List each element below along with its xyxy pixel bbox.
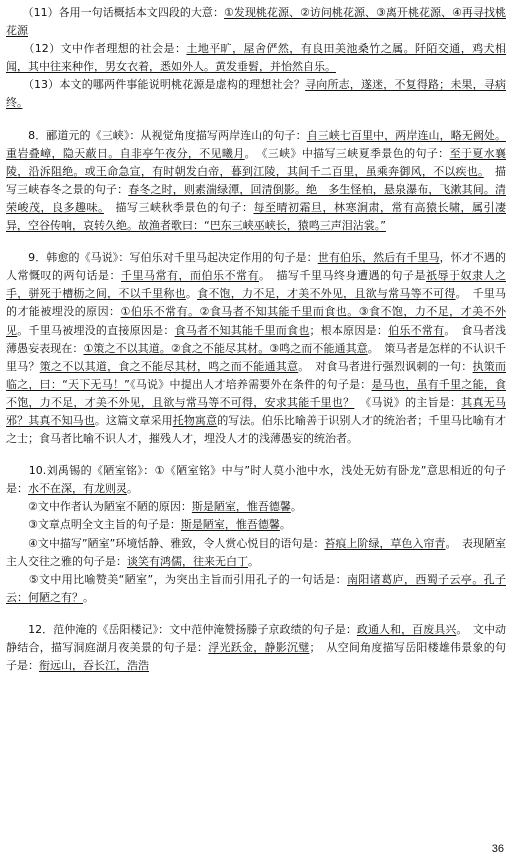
- paragraph: [6, 516, 506, 534]
- answer-text: 托物寓意: [172, 413, 218, 427]
- question-text: ⑤文中用比喻赞美“陋室”，为突出主旨而引用孔子的一句话是：: [6, 572, 348, 586]
- question-text: 的写法。伯乐比喻善于识别人才的统治者；千里马比喻有才之士；食马者比喻不识人才，摧残人才，埋没人才的浅薄愚妄的统治者。: [6, 413, 507, 446]
- answer-text: 谈笑有鸿儒，往来无白丁: [127, 554, 248, 568]
- page-number: 36: [491, 843, 504, 855]
- paragraph: [6, 40, 506, 76]
- question-text: 描写三峡春冬之景的句子：: [6, 164, 507, 196]
- question-text: 。: [248, 554, 259, 568]
- document-body: [6, 4, 506, 675]
- answer-text: 浮光跃金，静影沉璧: [208, 641, 310, 654]
- answer-text: 土地平旷，屋舍俨然，有良田美池桑竹之属。阡陌交通，鸡犬相闻，其中往来种作，男女衣着，悉如外人。黄发垂髫，并怡然自乐。: [6, 42, 507, 74]
- question-text: （11）各用一句话概括本文四段的大意：: [6, 6, 224, 19]
- question-text: 8．郦道元的《三峡》：从视觉角度描写两岸连山的句子：: [6, 128, 307, 142]
- answer-text: 祇辱于奴隶人之手，骈死于槽枥之间，不以千里称也: [6, 269, 506, 301]
- answer-text: 春冬之时，则素湍绿潭，回清倒影。绝 多生怪柏，悬泉瀑布，飞漱其间。清荣峻茂，良多趣味。: [6, 182, 506, 214]
- question-text: [23, 96, 34, 109]
- answer-text: 寻向所志，遂迷，不复得路；未果，寻病终。: [6, 78, 507, 110]
- answer-text: ①策之不以其道。②食之不能尽其材。③鸣之而不能通其意: [83, 341, 368, 355]
- question-text: ③文章点明全文主旨的句子是：: [6, 518, 181, 532]
- answer-text: 衔远山，吞长江，浩浩: [39, 659, 149, 673]
- section-gap: [6, 235, 506, 249]
- question-text: 。: [127, 482, 138, 496]
- paragraph: [6, 462, 506, 498]
- answer-text: 自三峡七百里中，两岸连山，略无阙处。重岩叠嶂，隐天蔽日。自非亭午夜分，不见曦月: [6, 128, 507, 160]
- paragraph: [6, 76, 506, 112]
- answer-text: 千里马常有，而伯乐不常有: [121, 269, 259, 283]
- question-text: ④文中描写”陋室”环境恬静、雅致，令人赏心悦目的语句是：: [6, 536, 325, 550]
- answer-text: 其真无马邪？其真不知马也: [6, 395, 507, 427]
- question-text: 。: [279, 518, 291, 532]
- question-text: 10.刘禹锡的《陋室铭》：①《陋室铭》中与”时人莫小池中水，浅处无妨有卧龙”意思相近的句子是：: [6, 464, 506, 496]
- paragraph: [6, 127, 506, 236]
- question-text: 。: [185, 287, 198, 301]
- answer-text: ①发现桃花源、②访问桃花源、③离开桃花源、④再寻找桃花源: [6, 6, 506, 38]
- question-text: ；根本原因是：: [309, 323, 389, 337]
- paragraph: [6, 571, 506, 607]
- question-text: 。千里马被埋没的直接原因是：: [17, 323, 175, 337]
- question-text: 。: [83, 590, 94, 604]
- paragraph: [6, 535, 506, 571]
- answer-text: 世有伯乐，然后有千里马: [317, 251, 440, 265]
- question-text: 。这篇文章采用: [94, 413, 173, 427]
- answer-text: 政通人和，百废具兴: [356, 622, 457, 636]
- section-gap: [6, 448, 506, 462]
- answer-text: ①伯乐不常有。②食马者不知其能千里而食也。③食不饱，力不足，才美不外见: [6, 305, 506, 337]
- answer-text: 斯是陋室，惟吾德馨: [180, 518, 280, 532]
- question-text: 。 策马者是怎样的不认识千里马？: [6, 341, 506, 373]
- paragraph: [6, 4, 506, 40]
- answer-text: 斯是陋室，惟吾德馨: [191, 500, 291, 514]
- question-text: 。 食马者浅薄愚妄表现在：: [6, 323, 507, 355]
- paragraph: [6, 249, 506, 448]
- question-text: 。 描写千里马终身遭遇的句子是: [259, 269, 426, 283]
- question-text: 《马说》中提出人才培养需要外在条件的句子是：: [129, 377, 372, 391]
- question-text: （12）文中作者理想的社会是：: [6, 42, 187, 56]
- answer-text: 南阳诸葛庐，西蜀子云亭。孔子云：何陋之有？: [6, 572, 506, 604]
- question-text: 《马说》的主旨是：: [354, 395, 462, 409]
- answer-text: 每至晴初霜旦，林寒涧肃，常有高猿长啸，属引凄异，空谷传响，哀转久绝。故渔者歌曰：“巴东三峡巫峡长，猿鸣三声泪沾裳。”: [6, 200, 506, 233]
- question-text: 。 表现陋室主人交往之雅的句子是：: [6, 536, 507, 568]
- question-text: 。 文中动静结合，描写洞庭湖月夜美景的句子是：: [6, 622, 507, 654]
- answer-text: 执策而临之，曰：“天下无马！”: [6, 359, 507, 391]
- section-gap: [6, 607, 506, 621]
- question-text: （13）本文的哪两件事能说明桃花源是虚构的理想社会？: [6, 78, 306, 92]
- question-text: ②文中作者认为陋室不陋的原因：: [6, 500, 192, 514]
- question-text: 。 千里马的才能被埋没的原因：: [6, 287, 507, 319]
- paragraph: [6, 498, 506, 516]
- answer-text: 水不在深，有龙则灵: [28, 482, 127, 496]
- answer-text: 食不饱，力不足，才美不外见，且欲与常马等不可得: [197, 287, 456, 301]
- section-gap: [6, 113, 506, 127]
- question-text: ，怀才不遇的人常慨叹的两句话是：: [6, 251, 507, 283]
- question-text: 。: [290, 500, 302, 514]
- question-text: 。 《三峡》中描写三峡夏季景色的句子：: [244, 146, 450, 160]
- question-text: 12．范仲淹的《岳阳楼记》：文中范仲淹赞扬滕子京政绩的句子是：: [6, 622, 357, 636]
- answer-text: 伯乐不常有: [388, 323, 445, 337]
- answer-text: 策之不以其道，食之不能尽其材，鸣之而不能通其意: [39, 359, 299, 373]
- question-text: 。 对食马者进行强烈讽刺的一句：: [298, 359, 473, 373]
- answer-text: 苔痕上阶绿，草色入帘青: [324, 536, 446, 550]
- question-text: 描写三峡秋季景色的句子：: [104, 200, 254, 214]
- answer-text: 至于夏水襄陵，沿泝阻绝。或王命急宣，有时朝发白帝，暮到江陵，其间千二百里，虽乘奔御风，不以疾也。: [6, 146, 507, 178]
- answer-text: 是马也，虽有千里之能，食不饱，力不足，才美不外见，且欲与常马等不可得，安求其能千里也？: [6, 377, 507, 409]
- paragraph: [6, 621, 506, 675]
- question-text: 9．韩愈的《马说》：写伯乐对千里马起决定作用的句子是：: [6, 251, 318, 265]
- question-text: [28, 24, 39, 37]
- question-text: ； 从空间角度描写岳阳楼雄伟景象的句子是：: [6, 641, 507, 673]
- answer-text: 食马者不知其能千里而食也: [174, 323, 310, 337]
